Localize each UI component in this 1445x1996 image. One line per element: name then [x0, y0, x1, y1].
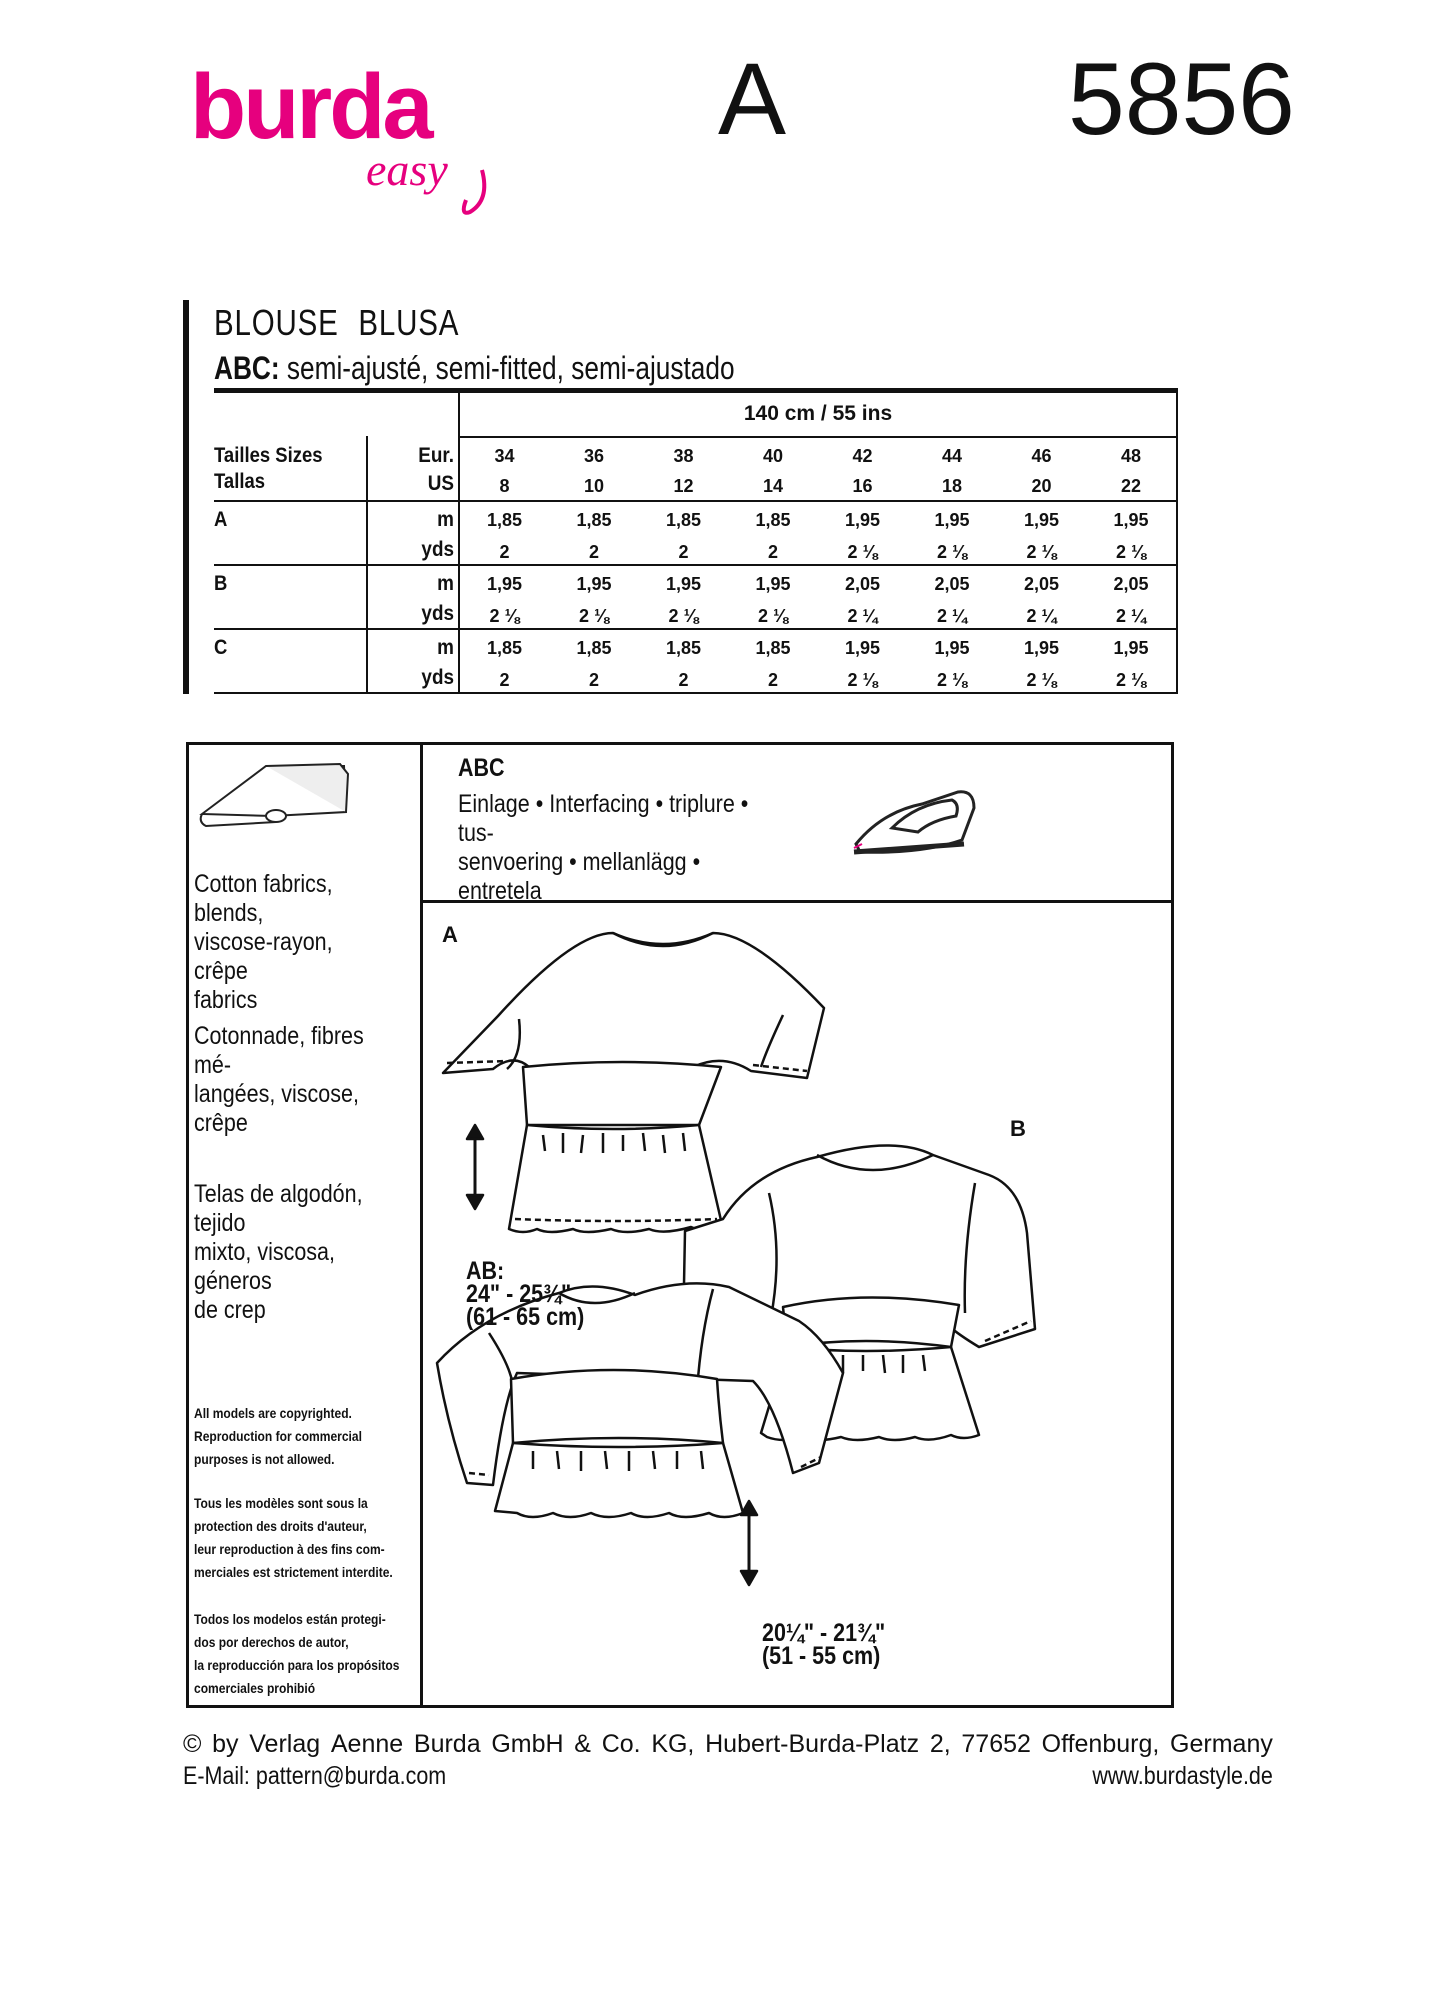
yards-value: 2 — [499, 670, 510, 690]
footer-word: by — [212, 1730, 239, 1758]
yards-value: 2 ⅛ — [668, 606, 699, 626]
fabric-suggestions-fr: Cotonnade, fibres mé- langées, viscose, crêpe — [194, 1022, 364, 1137]
svg-text:burda: burda — [190, 60, 431, 158]
view-row-label: A — [214, 508, 228, 531]
us-size: 8 — [499, 476, 510, 496]
eur-size: 46 — [1031, 446, 1052, 466]
eur-size: 40 — [762, 446, 784, 466]
iron-icon — [852, 782, 982, 877]
table-rule — [458, 436, 1178, 438]
unit-label: m — [437, 636, 454, 659]
meters-value: 1,85 — [576, 510, 612, 530]
yards-value: 2 — [588, 670, 599, 690]
unit-label: yds — [421, 602, 454, 625]
meters-value: 1,95 — [486, 574, 523, 594]
yards-value: 2 ⅛ — [1026, 542, 1057, 562]
fabric-width: 140 cm / 55 ins — [743, 402, 893, 425]
footer-word: © — [183, 1730, 202, 1758]
meters-value: 1,95 — [844, 510, 881, 530]
meters-value: 1,95 — [934, 638, 970, 658]
yards-value: 2 — [767, 542, 778, 562]
meters-value: 2,05 — [934, 574, 970, 594]
tallas-label: Tallas — [214, 470, 266, 493]
burda-easy-logo — [190, 60, 520, 220]
pattern-number: 5856 — [1068, 42, 1295, 156]
sizes-label: Tailles Sizes — [214, 444, 323, 467]
meters-value: 1,95 — [1113, 510, 1149, 530]
meters-value: 1,85 — [755, 510, 791, 530]
us-size: 20 — [1031, 476, 1052, 496]
copyright-es: Todos los modelos están protegi- dos por derechos de autor, la reproducción para los propósitos comerciales prohibió — [194, 1611, 400, 1696]
meters-value: 1,85 — [486, 510, 523, 530]
unit-label: m — [437, 508, 454, 531]
yards-value: 2 ⅛ — [936, 670, 968, 690]
footer-word: Verlag — [249, 1730, 321, 1758]
svg-text:easy: easy — [366, 144, 448, 195]
unit-label: yds — [421, 666, 454, 689]
footer-word: KG, — [651, 1730, 695, 1758]
eur-size: 36 — [583, 446, 605, 466]
meters-value: 1,95 — [1023, 638, 1060, 658]
fabric-suggestions-en: Cotton fabrics, blends, viscose-rayon, crêpe fabrics — [194, 870, 333, 1014]
us-size: 22 — [1120, 476, 1142, 496]
yards-value: 2 ¼ — [1115, 606, 1147, 626]
eur-size: 44 — [941, 446, 963, 466]
table-right-border — [1176, 388, 1178, 694]
yards-value: 2 ⅛ — [1026, 670, 1057, 690]
us-size: 12 — [673, 476, 694, 496]
yards-value: 2 ⅛ — [847, 542, 878, 562]
yards-value: 2 ⅛ — [1115, 670, 1147, 690]
meters-value: 1,95 — [1113, 638, 1149, 658]
footer-website: www.burdastyle.de — [1092, 1762, 1273, 1790]
yards-value: 2 ⅛ — [757, 606, 789, 626]
unit-label: m — [437, 572, 454, 595]
footer-word: Germany — [1170, 1730, 1273, 1758]
footer-email: E-Mail: pattern@burda.com — [183, 1762, 447, 1790]
table-rule — [214, 564, 1178, 566]
title-en: BLOUSE — [214, 302, 339, 343]
footer-publisher — [183, 1730, 1273, 1759]
meters-value: 1,85 — [486, 638, 523, 658]
footer-word: & — [574, 1730, 591, 1758]
yards-value: 2 ¼ — [936, 606, 968, 626]
footer-word: 2, — [929, 1730, 951, 1758]
copyright-fr: Tous les modèles sont sous la protection des droits d'auteur, leur reproduction à des fins com- merciales est strictement interdite. — [194, 1495, 393, 1580]
yards-value: 2 — [767, 670, 778, 690]
table-rule — [214, 692, 1178, 694]
eur-label: Eur. — [418, 444, 454, 467]
footer-word: Burda — [413, 1730, 481, 1758]
yards-value: 2 ⅛ — [936, 542, 968, 562]
fit-text: semi-ajusté, semi-fitted, semi-ajustado — [286, 350, 735, 386]
yards-value: 2 ⅛ — [489, 606, 520, 626]
meters-value: 2,05 — [1113, 574, 1149, 594]
us-size: 16 — [852, 476, 873, 496]
garment-title — [214, 302, 479, 344]
copyright-en: All models are copyrighted. Reproduction for commercial purposes is not allowed. — [194, 1405, 362, 1467]
yards-value: 2 ⅛ — [1115, 542, 1147, 562]
eur-size: 34 — [494, 446, 515, 466]
table-top-rule — [214, 388, 1178, 393]
interfacing-views: ABC — [458, 754, 505, 782]
unit-label: yds — [421, 538, 454, 561]
c-length: 20¼" - 21¾" (51 - 55 cm) — [762, 1619, 886, 1670]
footer-word: GmbH — [491, 1730, 564, 1758]
ab-length: AB: 24" - 25¾" (61 - 65 cm) — [466, 1257, 585, 1331]
yardage-table — [214, 388, 1178, 696]
eur-size: 38 — [673, 446, 694, 466]
yards-value: 2 — [678, 542, 689, 562]
title-es: BLUSA — [358, 302, 460, 343]
eur-size: 48 — [1120, 446, 1142, 466]
meters-value: 1,85 — [665, 638, 702, 658]
table-rule — [214, 500, 1178, 502]
us-size: 10 — [583, 476, 605, 496]
fabric-roll-icon — [196, 752, 356, 837]
table-rule — [214, 628, 1178, 630]
meters-value: 2,05 — [1023, 574, 1060, 594]
us-label: US — [427, 472, 454, 495]
yards-value: 2 — [588, 542, 599, 562]
footer-word: Co. — [601, 1730, 641, 1758]
view-row-label: B — [214, 572, 228, 595]
yards-value: 2 ¼ — [847, 606, 878, 626]
footer-word: Hubert-Burda-Platz — [705, 1730, 920, 1758]
view-b-label: B — [1010, 1116, 1026, 1141]
footer-word: Aenne — [330, 1730, 404, 1758]
meters-value: 1,95 — [844, 638, 881, 658]
view-a-label: A — [442, 922, 458, 947]
us-size: 18 — [941, 476, 963, 496]
footer-word: 77652 — [961, 1730, 1031, 1758]
meters-value: 1,85 — [576, 638, 612, 658]
meters-value: 1,95 — [665, 574, 702, 594]
yards-value: 2 ¼ — [1026, 606, 1057, 626]
fit-views: ABC: — [214, 350, 280, 386]
interfacing-text: Einlage • Interfacing • triplure • tus- senvoering • mellanlägg • entretela — [458, 790, 749, 905]
fit-description — [214, 350, 735, 387]
view-row-label: C — [214, 636, 228, 659]
meters-value: 1,95 — [755, 574, 791, 594]
meters-value: 1,85 — [755, 638, 791, 658]
title-accent-bar — [183, 300, 189, 694]
meters-value: 1,95 — [934, 510, 970, 530]
view-letter: A — [718, 42, 787, 156]
meters-value: 1,85 — [665, 510, 702, 530]
meters-value: 2,05 — [844, 574, 881, 594]
fabric-suggestions-es: Telas de algodón, tejido mixto, viscosa, géneros de crep — [194, 1180, 363, 1324]
yards-value: 2 — [678, 670, 689, 690]
us-size: 14 — [762, 476, 784, 496]
eur-size: 42 — [852, 446, 873, 466]
footer-word: Offenburg, — [1041, 1730, 1160, 1758]
meters-value: 1,95 — [1023, 510, 1060, 530]
yards-value: 2 ⅛ — [847, 670, 878, 690]
yards-value: 2 ⅛ — [578, 606, 610, 626]
yards-value: 2 — [499, 542, 510, 562]
meters-value: 1,95 — [576, 574, 612, 594]
